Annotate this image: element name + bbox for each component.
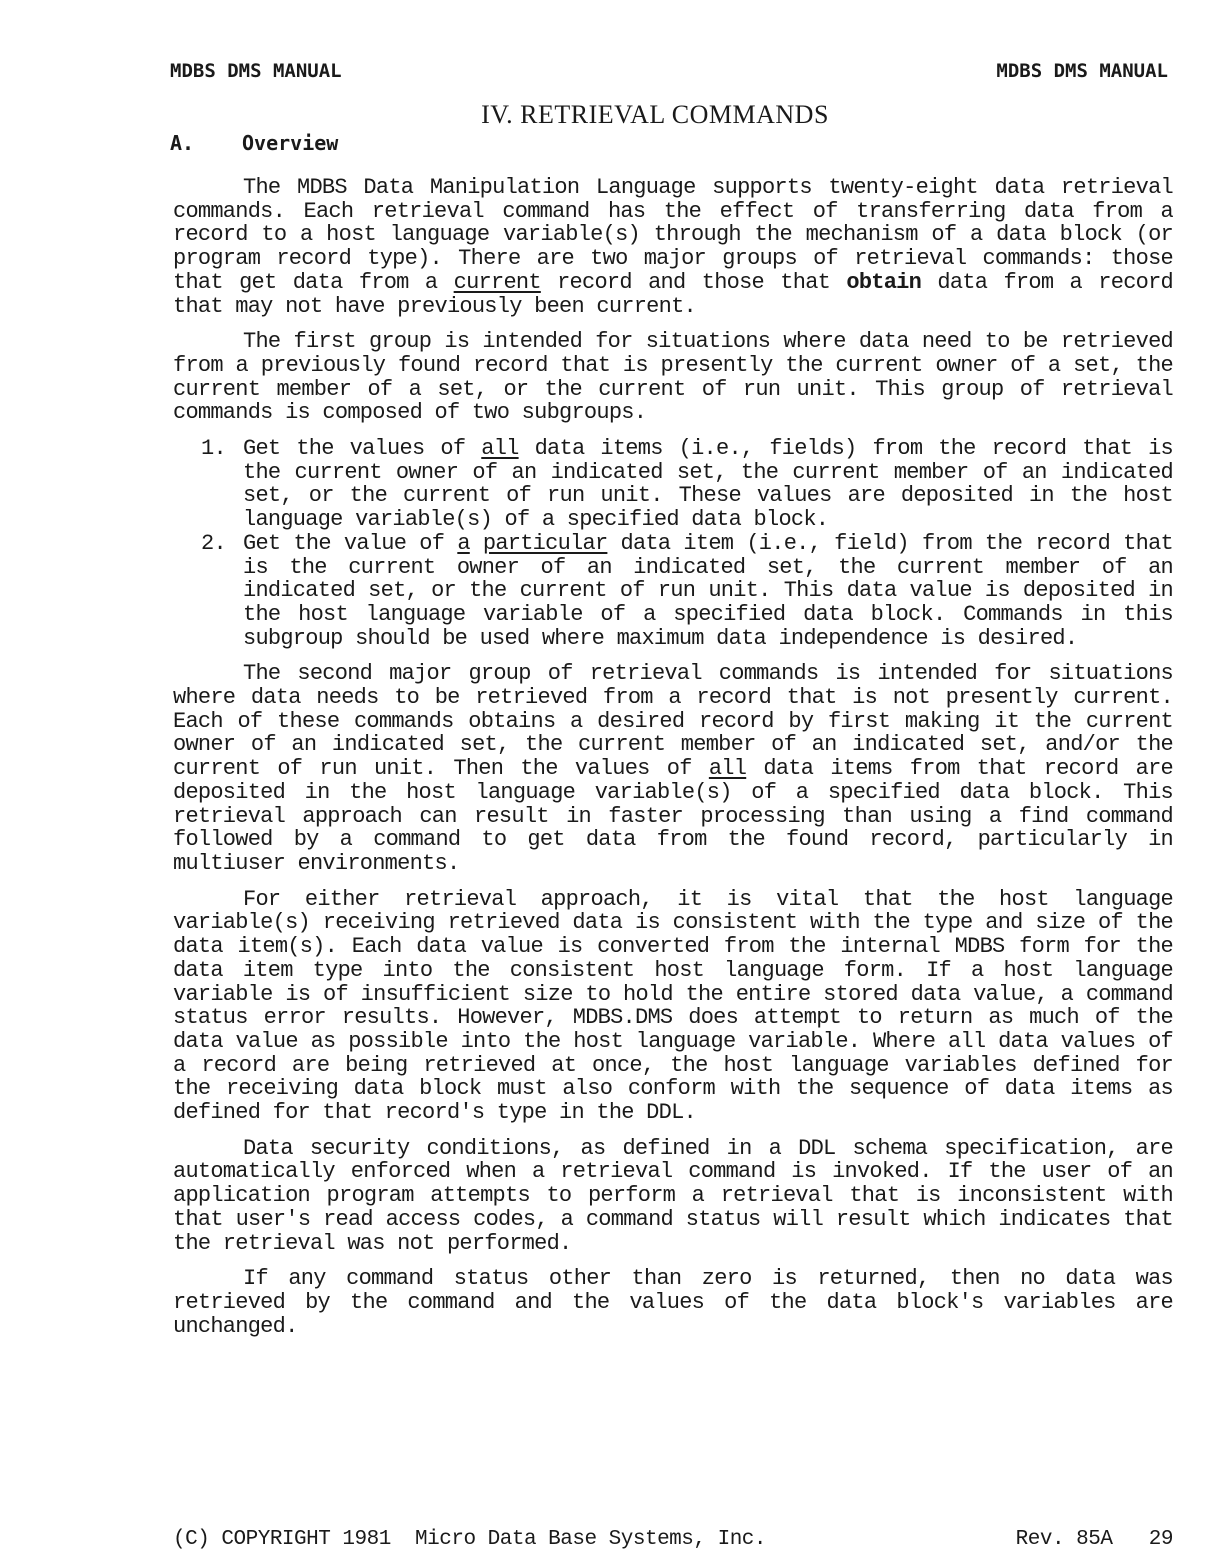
- list-item-2-space: [470, 531, 483, 556]
- list-marker: 2.: [201, 530, 226, 556]
- paragraph-3-underline: all: [708, 756, 747, 782]
- copyright-notice: (C) COPYRIGHT 1981 Micro Data Base Systems, Inc.: [173, 1528, 767, 1551]
- paragraph-1: [173, 176, 1173, 318]
- section-title: Overview: [242, 131, 339, 155]
- paragraph-1-text-c: data from a record that may not have previously been current.: [173, 269, 1174, 319]
- list-item-2-text-b: data item (i.e., field) from the record that is the current owner of an indicated set, the current member of an indicated set, or the current of run unit. This data value is deposited in the host language variable of a specified data block. Commands in this subgroup should be used where maximum data independence is desired.: [243, 530, 1173, 651]
- revision-and-page-number: Rev. 85A 29: [1015, 1528, 1173, 1551]
- paragraph-3-text-a: The second major group of retrieval commands is intended for situations where data needs to be retrieved from a record that is not presently current. Each of these commands obtains a desired record by first making it the current owner of an indicated set, the current member of an indicated set, and/or the current of run unit. Then the values of: [173, 661, 1173, 782]
- running-header-left: MDBS DMS MANUAL: [170, 60, 342, 82]
- paragraph-1-underline: current: [453, 269, 541, 295]
- paragraph-6: If any command status other than zero is returned, then no data was retrieved by the command and the values of the data block's variables are unchanged.: [173, 1266, 1173, 1339]
- list-item-1-underline: all: [481, 436, 519, 462]
- section-number: A.: [170, 131, 195, 155]
- paragraph-2: The first group is intended for situations where data need to be retrieved from a previously found record that is presently the current owner of a set, the current member of a set, or the current of run unit. This group of retrieval commands is composed of two subgroups.: [173, 329, 1173, 426]
- paragraph-5: Data security conditions, as defined in a DDL schema specification, are automatically enforced when a retrieval command is invoked. If the user of an application program attempts to perform a retrieval that is inconsistent with that user's read access codes, a command status will result which indicates that the retrieval was not performed.: [173, 1135, 1173, 1256]
- paragraph-3-text-b: data items from that record are deposited in the host language variable(s) of a specified data block. This retrieval approach can result in faster processing than using a find command followed by a command to get data from the found record, particularly in multiuser environments.: [173, 756, 1174, 876]
- paragraph-1-text-b: record and those that: [540, 269, 847, 295]
- list-marker: 1.: [201, 436, 226, 462]
- paragraph-3: [173, 662, 1173, 875]
- paragraph-4: For either retrieval approach, it is vital that the host language variable(s) receiving retrieved data is consistent with the type and size of the data item(s). Each data value is converted from the internal MDBS form for the data item type into the consistent host language form. If a host language variable is of insufficient size to hold the entire stored data value, a command status error results. However, MDBS.DMS does attempt to return as much of the data value as possible into the host language variable. Where all data values of a record are being retrieved at once, the host language variables defined for the receiving data block must also conform with the sequence of data items as defined for that record's type in the DDL.: [173, 886, 1173, 1126]
- subgroup-list: [173, 437, 1173, 650]
- section-heading: [170, 131, 338, 155]
- list-item-2-text-a: Get the value of: [243, 530, 458, 556]
- chapter-title: IV. RETRIEVAL COMMANDS: [481, 100, 829, 129]
- paragraph-1-bold: obtain: [846, 269, 922, 295]
- list-item-1-text-a: Get the values of: [243, 436, 482, 462]
- running-header-right: MDBS DMS MANUAL: [996, 60, 1168, 82]
- list-item: [173, 532, 1173, 651]
- list-item-2-underline-2: particular: [482, 530, 608, 556]
- list-item-2-underline-1: a: [457, 530, 470, 556]
- list-item-1-text-b: data items (i.e., fields) from the record that is the current owner of an indicated set, the current member of an indicated set, or the current of run unit. These values are deposited in the host language variable(s) of a specified data block.: [243, 436, 1174, 533]
- paragraph-1-text-a: The MDBS Data Manipulation Language supports twenty-eight data retrieval commands. Each retrieval command has the effect of transferring data from a record to a host language variable(s) through the mechanism of a data block (or program record type). There are two major groups of retrieval commands: those that get data from a: [173, 175, 1173, 295]
- body-text: [173, 176, 1173, 1350]
- list-item: [173, 437, 1173, 532]
- page-footer: [173, 1528, 1173, 1551]
